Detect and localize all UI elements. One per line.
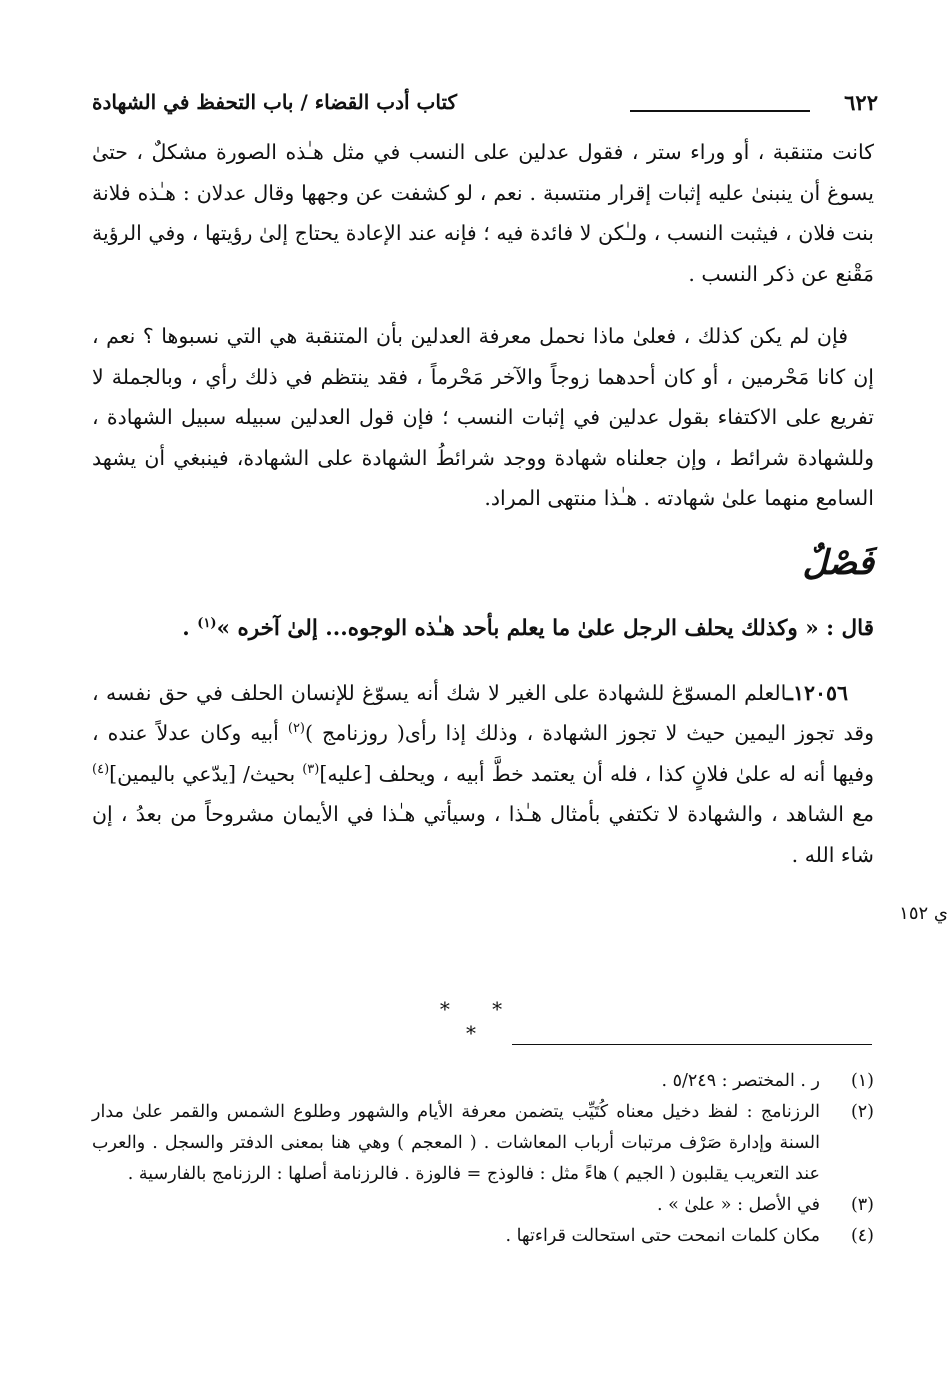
- quoted-text: [92, 607, 874, 651]
- footnote: [92, 1190, 874, 1221]
- footnote-text: ر . المختصر : ٥/٢٤٩ .: [661, 1071, 820, 1091]
- paragraph-part: العلم المسوّغ للشهادة على الغير لا شك أنه يسوّغ للإنسان الحلف في حق نفسه ، وقد تجوز اليمين حيث لا تجوز الشهادة ، وذلك إذا رأى( روزنامج ): [92, 680, 874, 745]
- paragraph-part: أبيه وكان عدلاً عنده ، وفيها أنه له علىٰ فلانٍ كذا ، فله أن يعتمد خطَّ أبيه ، ويحلف [عليه]: [92, 721, 874, 786]
- footnote-text: في الأصل : « علىٰ » .: [657, 1195, 820, 1215]
- page-number: ٦٢٢: [844, 90, 878, 115]
- numbered-paragraph: [92, 673, 874, 876]
- footnote-text: مكان كلمات انمحت حتى استحالت قراءتها .: [505, 1226, 820, 1246]
- footnotes: [92, 1066, 874, 1252]
- footnote: [92, 1066, 874, 1097]
- paragraph-number: ١٢٠٥٦ـ: [786, 680, 848, 705]
- paragraph: كانت متنقبة ، أو وراء ستر ، فقول عدلين على النسب في مثل هـٰذه الصورة مشكلٌ ، حتىٰ يسوغ أن ينبنىٰ عليه إثبات إقرار منتسبة . نعم ، لو كشفت عن وجهها وقال عدلان : هـٰذه فلانة بنت فلان ، فيثبت النسب ، ولـٰكن لا فائدة فيه ؛ فإنه عند الإعادة يحتاج إلىٰ رؤيتها ، وفي الرؤية مَقْنع عن ذكر النسب .: [92, 140, 874, 286]
- footnote-number: (٤): [850, 1226, 874, 1246]
- footnote-ref: (٢): [287, 721, 305, 737]
- paragraph-part: بحيث/ [يدّعي باليمين]: [109, 761, 303, 786]
- footnote-text: الرزنامج : لفظ دخيل معناه كُتَيِّب يتضمن معرفة الأيام والشهور وطلوع الشمس والقمر علىٰ مدار السنة وإدارة صَرْف مرتبات أرباب المعاشات . ( المعجم ) وهي هنا بمعنى الدفتر والسجل . والعرب عند التعريب يقلبون ( الجيم ) هاءً مثل : فالوذج = فالوزة . فالرزنامة أصلها : الرزنامج بالفارسية .: [92, 1102, 820, 1184]
- quote-text: قال : « وكذلك يحلف الرجل علىٰ ما يعلم بأحد هـٰذه الوجوه... إلىٰ آخره »: [216, 615, 874, 641]
- footnote-rule: [512, 1044, 872, 1045]
- margin-manuscript-ref: ي ١٥٢: [899, 903, 948, 924]
- footnote-ref: (٤): [92, 761, 110, 777]
- footnote-number: (١): [850, 1071, 874, 1091]
- footnote: [92, 1097, 874, 1190]
- footnote-number: (٢): [850, 1102, 874, 1122]
- footnote: [92, 1221, 874, 1252]
- paragraph-part: مع الشاهد ، والشهادة لا تكتفي بأمثال هـٰذا ، وسيأتي هـٰذا في الأيمان مشروحاً من بعدُ ، إن شاء الله .: [92, 802, 874, 867]
- quote-end: .: [182, 615, 198, 641]
- section-heading: فَصْلٌ: [802, 542, 874, 583]
- footnote-ref: (١): [197, 615, 217, 631]
- footnote-ref: (٣): [302, 761, 320, 777]
- running-title: كتاب أدب القضاء / باب التحفظ في الشهادة: [92, 90, 458, 114]
- section-ornament: [92, 543, 874, 603]
- separator-stars: * * *: [439, 997, 521, 1045]
- running-header: [92, 84, 878, 124]
- paragraph: فإن لم يكن كذلك ، فعلىٰ ماذا نحمل معرفة العدلين بأن المتنقبة هي التي نسبوها ؟ نعم ، إن كانا مَحْرمين ، أو كان أحدهما زوجاً والآخر مَحْرماً ، فقد ينتظم في ذلك رأي ، وبالجملة لا تفريع على الاكتفاء بقول عدلين في إثبات النسب ؛ فإن قول العدلين سبيله سبيل الشهادة ، وللشهادة شرائط ، وإن جعلناه شهادة ووجد شرائطُ الشهادة على الشهادة، فينبغي أن يشهد السامع منهما علىٰ شهادته . هـٰذا منتهى المراد.: [92, 324, 874, 510]
- header-rule: [630, 110, 810, 112]
- main-text: [92, 132, 874, 875]
- footnote-number: (٣): [850, 1195, 874, 1215]
